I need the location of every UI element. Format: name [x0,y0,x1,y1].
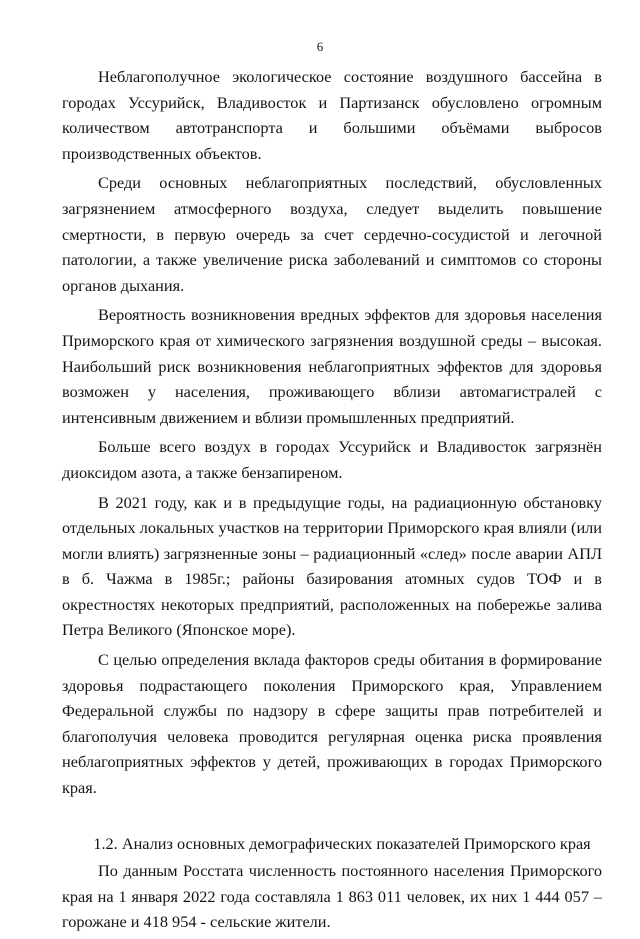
paragraph-risk-probability: Вероятность возникновения вредных эффектов для здоровья населения Приморского края от химического загрязнения воздушной среды – высокая. Наибольший риск возникновения неблагоприятных эффектов для здоровья возможен у населения, проживающего вблизи автомагистралей с интенсивным движением и вблизи промышленных предприятий. [62,305,602,427]
paragraph-health-consequences: Среди основных неблагоприятных последствий, обусловленных загрязнением атмосферного воздуха, следует выделить повышение смертности, в первую очередь за счет сердечно-сосудистой и легочной патологии, а также увеличение риска заболеваний и симптомов со стороны органов дыхания. [62,173,602,295]
page-number: 6 [316,39,324,54]
paragraph-air-pollution-cities: Неблагополучное экологическое состояние воздушного бассейна в городах Уссурийск, Владивосток и Партизанск обусловлено огромным количеством автотранспорта и большими объёмами выбросов производственных объектов. [62,67,602,163]
document-body [62,64,602,939]
section-heading-demographics: 1.2. Анализ основных демографических показателей Приморского края [93,833,591,853]
paragraph-children-risk-assessment: С целью определения вклада факторов среды обитания в формирование здоровья подрастающего поколения Приморского края, Управлением Федеральной службы по надзору в сфере защиты прав потребителей и благополучия человека проводится регулярная оценка риска проявления неблагоприятных эффектов у детей, проживающих в городах Приморского края. [62,650,602,798]
paragraph-population: По данным Росстата численность постоянного населения Приморского края на 1 января 2022 года составляла 1 863 011 человек, их них 1 444 057 – горожане и 418 954 - сельские жители. [62,861,602,932]
paragraph-radiation-situation: В 2021 году, как и в предыдущие годы, на радиационную обстановку отдельных локальных участков на территории Приморского края влияли (или могли влиять) загрязненные зоны – радиационный «след» после аварии АПЛ в б. Чажма в 1985г.; районы базирования атомных судов ТОФ и в окрестностях некоторых предприятий, расположенных на побережье залива Петра Великого (Японское море). [62,492,603,640]
paragraph-main-pollutants: Больше всего воздух в городах Уссурийск и Владивосток загрязнён диоксидом азота, а также бензапиреном. [62,437,602,482]
